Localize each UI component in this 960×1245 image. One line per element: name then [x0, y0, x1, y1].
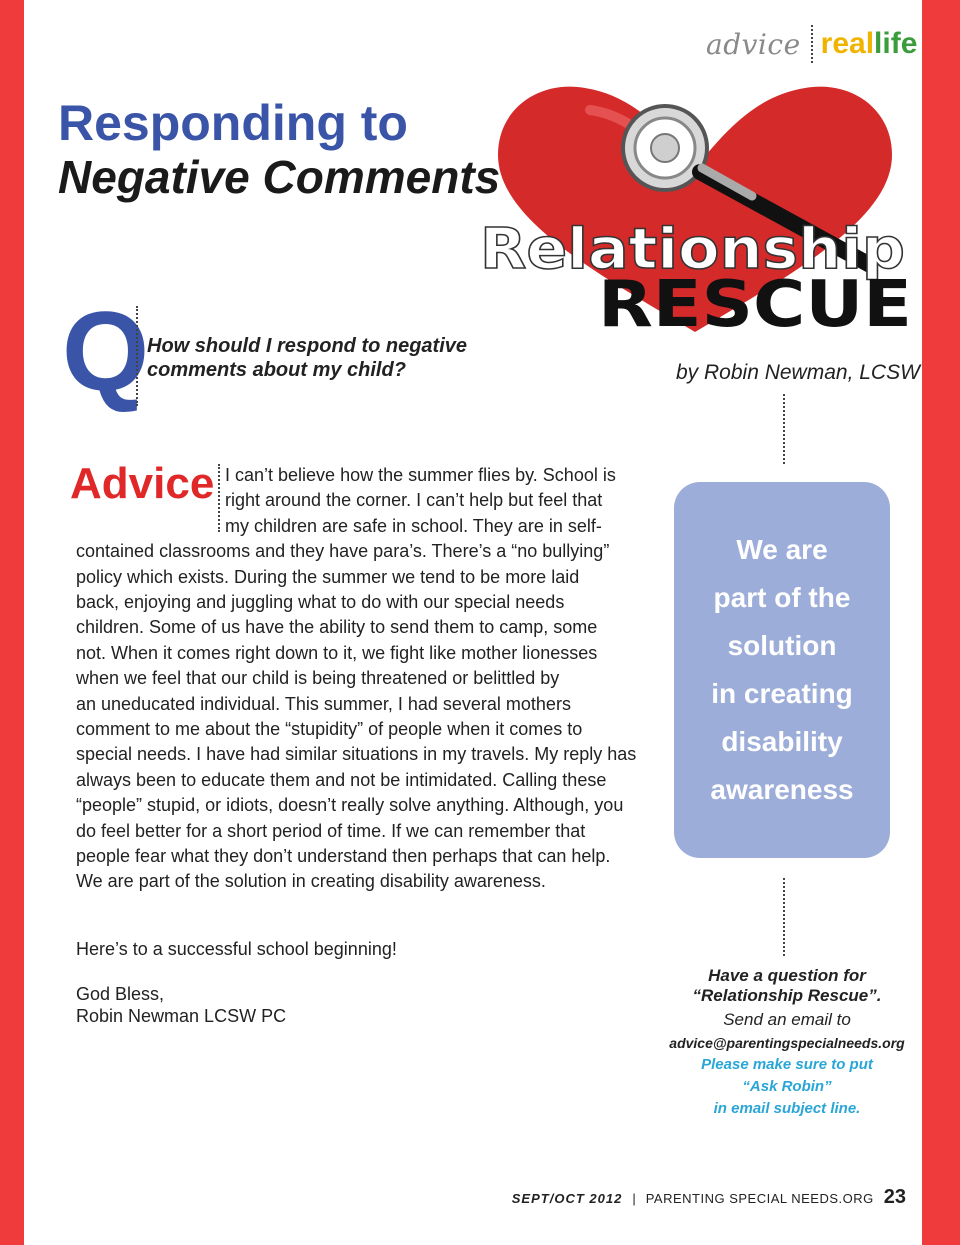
signoff: God Bless,: [76, 984, 165, 1004]
answer-line: “people” stupid, or idiots, doesn’t really solve anything. Although, you: [76, 795, 624, 816]
contact-box: [660, 966, 914, 1120]
section-tag-divider: [811, 25, 813, 63]
question-text: How should I respond to negative comments about my child?: [147, 335, 468, 381]
footer-separator: |: [632, 1191, 636, 1206]
pull-quote: [674, 482, 890, 858]
pull-quote-line: part of the: [713, 582, 851, 613]
closing-line: Here’s to a successful school beginning!: [76, 939, 397, 959]
pull-quote-line: solution: [727, 630, 837, 661]
section-tag-life: life: [874, 27, 918, 60]
byline-divider: [783, 394, 785, 464]
answer-line: people fear what they don’t understand then perhaps that can help.: [76, 846, 611, 866]
pull-quote-line: awareness: [710, 774, 854, 805]
question-initial: Q: [62, 289, 150, 414]
page-footer: [512, 1186, 906, 1209]
answer-line: right around the corner. I can’t help but feel that: [225, 490, 603, 511]
answer-line: We are part of the solution in creating disability awareness.: [76, 871, 546, 892]
section-tag-real: real: [820, 27, 875, 60]
answer-line: my children are safe in school. They are in self-: [225, 515, 602, 536]
footer-publication: PARENTING SPECIAL NEEDS.ORG: [645, 1191, 874, 1206]
signature: Robin Newman LCSW PC: [76, 1006, 287, 1026]
section-tag-advice: advice: [706, 27, 801, 61]
headline-line2: Negative Comments: [58, 151, 501, 203]
logo-word-rescue: RESCUE: [598, 268, 912, 342]
page-number: 23: [883, 1186, 906, 1208]
contact-question-line1: Have a question for: [708, 966, 866, 985]
contact-email-link[interactable]: advice@parentingspecialneeds.org: [669, 1035, 905, 1051]
answer-line: children. Some of us have the ability to send them to camp, some: [76, 617, 598, 638]
answer-line: special needs. I have had similar situations in my travels. My reply has: [76, 744, 637, 765]
answer-line: always been to educate them and not be intimidated. Calling these: [76, 769, 607, 790]
relationship-rescue-logo: [470, 70, 920, 355]
answer-line: an uneducated individual. This summer, I had several mothers: [76, 693, 571, 714]
byline: by Robin Newman, LCSW: [676, 361, 920, 384]
contact-send: Send an email to: [723, 1010, 851, 1029]
headline-line1: Responding to: [58, 95, 408, 151]
pull-quote-divider: [783, 878, 785, 956]
answer-line: when we feel that our child is being threatened or belittled by: [76, 668, 560, 689]
section-tag: [706, 22, 917, 66]
contact-note-line1: Please make sure to put: [701, 1056, 873, 1073]
contact-note-line2: “Ask Robin”: [742, 1078, 832, 1095]
question-divider: [136, 306, 138, 406]
pull-quote-line: disability: [721, 726, 843, 757]
contact-note-line3: in email subject line.: [713, 1100, 861, 1117]
pull-quote-line: in creating: [711, 678, 853, 709]
pull-quote-line: We are: [736, 534, 828, 565]
advice-label: Advice: [70, 459, 215, 508]
answer-line: policy which exists. During the summer we tend to be more laid: [76, 566, 580, 587]
footer-issue: SEPT/OCT 2012: [511, 1191, 623, 1206]
contact-question-line2: “Relationship Rescue”.: [692, 986, 882, 1005]
answer-line: comment to me about the “stupidity” of people when it comes to: [76, 719, 583, 739]
answer-line: I can’t believe how the summer flies by. School is: [225, 465, 616, 485]
answer-line: not. When it comes right down to it, we fight like mother lionesses: [76, 642, 598, 663]
answer-line: do feel better for a short period of time. If we can remember that: [76, 820, 586, 841]
answer-line: contained classrooms and they have para’s. There’s a “no bullying”: [76, 541, 610, 562]
answer-line: back, enjoying and juggling what to do with our special needs: [76, 592, 565, 612]
logo-word-relationship: Relationship: [480, 217, 905, 282]
answer-body: [0, 459, 640, 903]
right-red-border: [922, 0, 960, 1245]
